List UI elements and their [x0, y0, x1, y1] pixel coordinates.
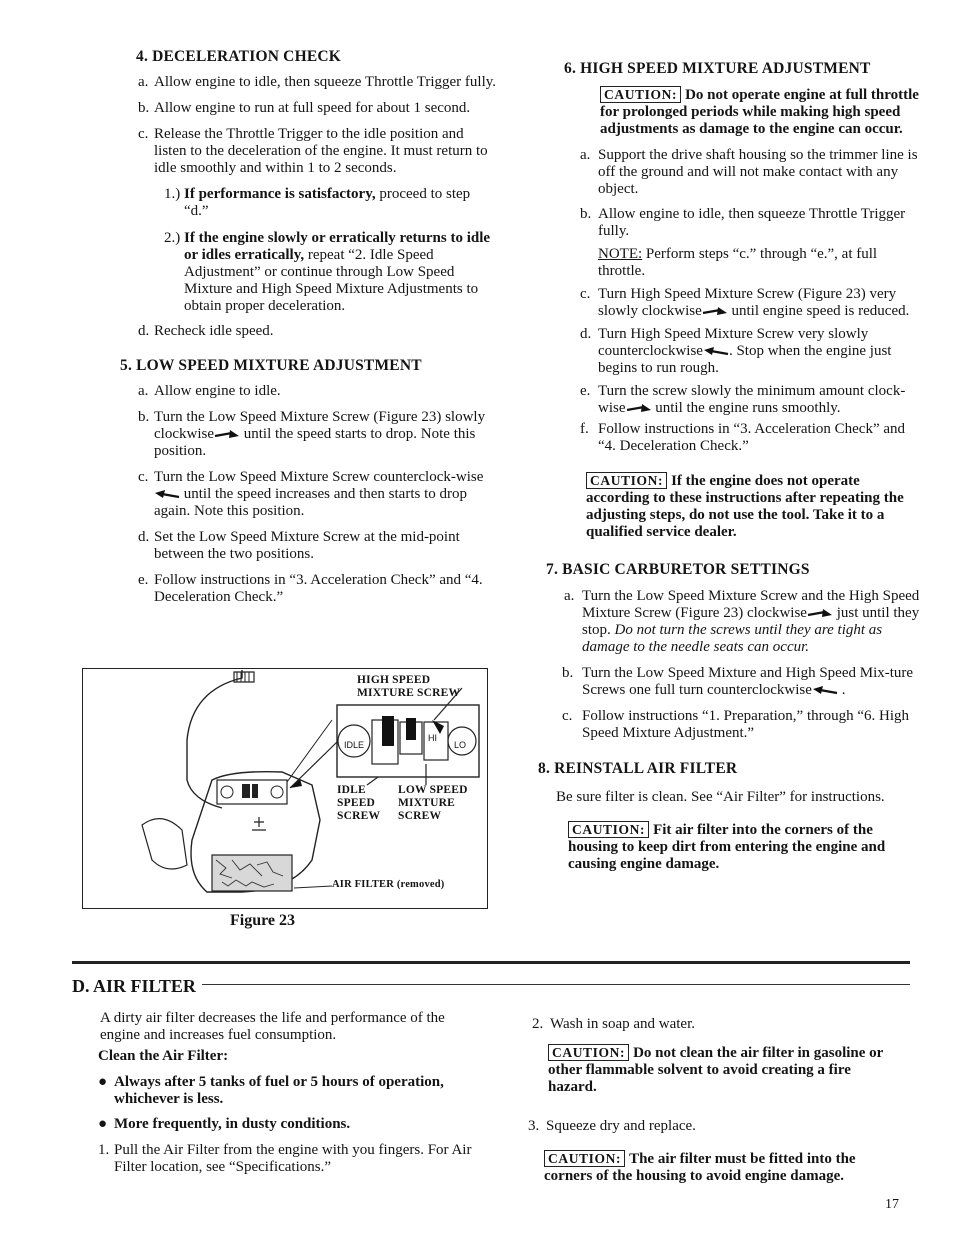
bullet-icon: ●	[98, 1074, 108, 1090]
sec5-step-a: a. Allow engine to idle.	[138, 383, 281, 399]
secD-caution-1: CAUTION: Do not clean the air filter in gasoline or other flammable solvent to avoid creating a fire hazard.	[548, 1045, 884, 1095]
caution-tag: CAUTION:	[548, 1044, 629, 1061]
secD-clean-heading: Clean the Air Filter:	[98, 1048, 229, 1064]
dial-hi-label: HI	[428, 733, 437, 743]
section-d-title: D. AIR FILTER	[72, 978, 202, 995]
sec5-step-b: b. Turn the Low Speed Mixture Screw (Figure 23) slowly clockwise until the speed starts to drop. Note this position.	[138, 409, 486, 459]
secD-intro: A dirty air filter decreases the life and performance of the engine and increases fuel consumption.	[100, 1010, 445, 1043]
figure-caption: Figure 23	[230, 912, 296, 929]
section-7-title: 7. BASIC CARBURETOR SETTINGS	[546, 561, 810, 578]
caution-tag: CAUTION:	[568, 821, 649, 838]
sec8-caution: CAUTION: Fit air filter into the corners of the housing to keep dirt from entering the engine and causing engine damage.	[568, 822, 886, 872]
dial-idle-label: IDLE	[344, 740, 365, 750]
page-number: 17	[885, 1197, 899, 1212]
bullet-icon: ●	[98, 1116, 108, 1132]
counterclockwise-arrow-icon	[154, 490, 180, 500]
section-8-title: 8. REINSTALL AIR FILTER	[538, 760, 738, 777]
right-column	[538, 60, 925, 873]
sec5-step-c: c. Turn the Low Speed Mixture Screw counterclock-wise until the speed increases and then starts to drop again. Note this position.	[138, 469, 484, 519]
caution-tag: CAUTION:	[600, 86, 681, 103]
section-5-title: 5. LOW SPEED MIXTURE ADJUSTMENT	[120, 357, 422, 374]
sec5-step-d: d. Set the Low Speed Mixture Screw at the mid-point between the two positions.	[138, 529, 460, 562]
sec6-caution-2: CAUTION: If the engine does not operate according to these instructions after repeating the adjusting steps, do not use the tool. Take it to a qualified service dealer.	[586, 473, 904, 540]
left-column	[110, 48, 498, 606]
secD-bullet-1: ● Always after 5 tanks of fuel or 5 hours of operation, whichever is less.	[98, 1074, 444, 1107]
sec4-step-c2: 2.) If the engine slowly or erratically returns to idle or idles erratically, repeat “2. Idle Speed Adjustment” or continue through Low Speed Mixture and High Speed Mixture Adjustments to obtain proper deceleration.	[164, 230, 491, 314]
sec4-step-d: d. Recheck idle speed.	[138, 323, 274, 339]
section-4-title: 4. DECELERATION CHECK	[136, 48, 342, 65]
caution-tag: CAUTION:	[586, 472, 667, 489]
sec6-step-a: a. Support the drive shaft housing so the trimmer line is off the ground and will not make contact with any object.	[580, 147, 918, 197]
figure-23	[82, 660, 488, 910]
sec7-step-b: b. Turn the Low Speed Mixture and High Speed Mix-ture Screws one full turn counterclockwise .	[562, 665, 914, 698]
low-speed-mixture-screw-label: LOW SPEED MIXTURE SCREW	[398, 784, 468, 822]
caution-tag: CAUTION:	[544, 1150, 625, 1167]
sec7-step-a: a. Turn the Low Speed Mixture Screw and the High Speed Mixture Screw (Figure 23) clockwise just until they stop. Do not turn the screws until they are tight as damage to the needle seats can occur.	[564, 588, 920, 655]
clockwise-arrow-icon	[702, 307, 728, 317]
sec5-step-e: e. Follow instructions in “3. Acceleration Check” and “4. Deceleration Check.”	[138, 572, 483, 605]
secD-step-3: 3. Squeeze dry and replace.	[528, 1118, 696, 1134]
sec6-caution: CAUTION: Do not operate engine at full throttle for prolonged periods while making high speed adjustments as damage to the engine can occur.	[600, 87, 919, 137]
counterclockwise-arrow-icon	[703, 347, 729, 357]
sec6-step-f: f. Follow instructions in “3. Acceleration Check” and “4. Deceleration Check.”	[580, 421, 906, 454]
sec6-note: NOTE: Perform steps “c.” through “e.”, at full throttle.	[598, 246, 878, 279]
section-divider	[72, 961, 910, 964]
sec8-body: Be sure filter is clean. See “Air Filter” for instructions.	[556, 789, 885, 805]
section-6-title: 6. HIGH SPEED MIXTURE ADJUSTMENT	[564, 60, 871, 77]
sec6-step-d: d. Turn High Speed Mixture Screw very slowly counterclockwise . Stop when the engine just begins to run rough.	[580, 326, 892, 376]
counterclockwise-arrow-icon	[812, 686, 838, 696]
sec4-step-c: c. Release the Throttle Trigger to the idle position and listen to the deceleration of the engine. It must return to idle smoothly and within 1 to 2 seconds.	[138, 126, 488, 176]
sec6-step-e: e. Turn the screw slowly the minimum amount clock-wise until the engine runs smoothly.	[580, 383, 906, 416]
sec6-step-b: b. Allow engine to idle, then squeeze Throttle Trigger fully.	[580, 206, 906, 239]
secD-step-1: 1. Pull the Air Filter from the engine with you fingers. For Air Filter location, see “Specifications.”	[98, 1142, 472, 1175]
sec4-step-b: b. Allow engine to run at full speed for about 1 second.	[138, 100, 471, 116]
clockwise-arrow-icon	[626, 404, 652, 414]
air-filter-label: AIR FILTER (removed)	[332, 879, 445, 890]
sec4-step-a: a. Allow engine to idle, then squeeze Throttle Trigger fully.	[138, 74, 497, 90]
sec4-step-c1: 1.) If performance is satisfactory, proceed to step “d.”	[164, 186, 471, 219]
secD-step-2: 2. Wash in soap and water.	[532, 1016, 696, 1032]
idle-speed-screw-label: IDLE SPEED SCREW	[337, 784, 381, 822]
high-speed-mixture-screw-label: HIGH SPEED MIXTURE SCREW	[357, 674, 461, 699]
sec7-step-c: c. Follow instructions “1. Preparation,” through “6. High Speed Mixture Adjustment.”	[562, 708, 910, 741]
clockwise-arrow-icon	[807, 609, 833, 619]
secD-bullet-2: ● More frequently, in dusty conditions.	[98, 1116, 351, 1132]
sec6-step-c: c. Turn High Speed Mixture Screw (Figure 23) very slowly clockwise until engine speed is reduced.	[580, 286, 910, 319]
clockwise-arrow-icon	[214, 430, 240, 440]
dial-lo-label: LO	[454, 740, 467, 750]
secD-caution-2: CAUTION: The air filter must be fitted into the corners of the housing to avoid engine damage.	[544, 1151, 856, 1184]
